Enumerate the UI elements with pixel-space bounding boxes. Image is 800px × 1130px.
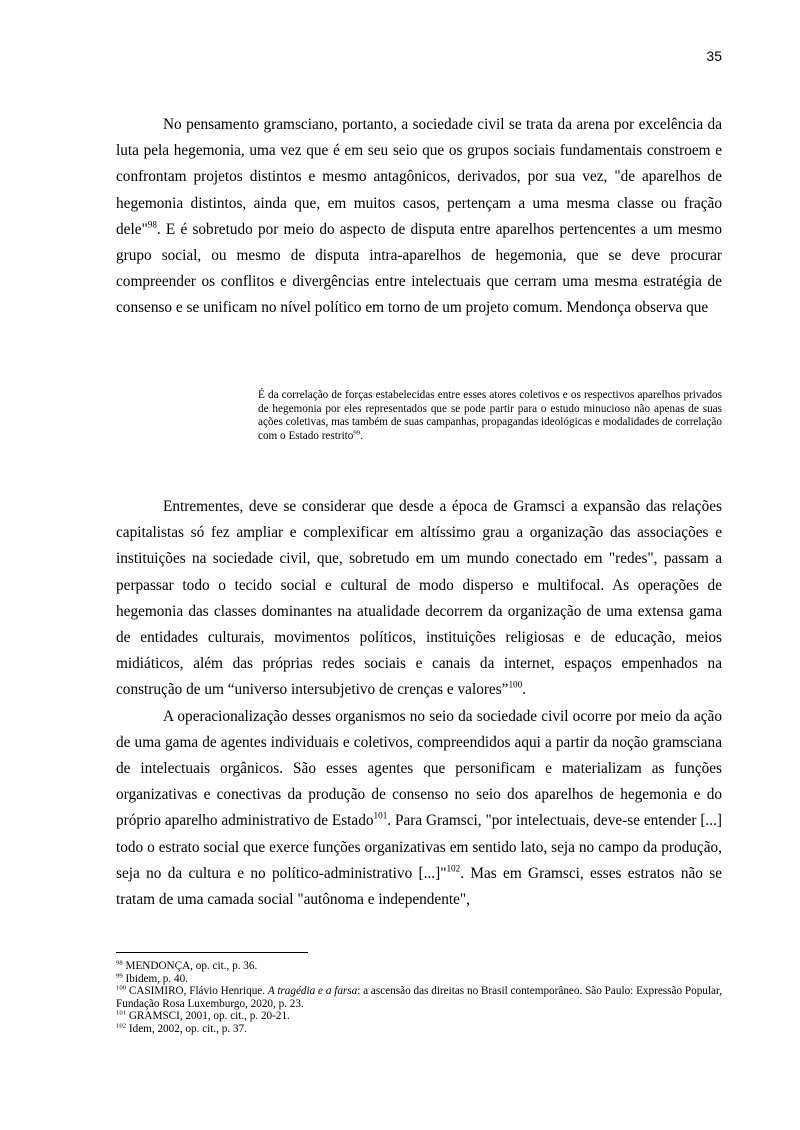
page-number: 35 bbox=[706, 48, 722, 64]
footnote-text: MENDONÇA, op. cit., p. 36. bbox=[125, 960, 258, 972]
footnote-ref-100[interactable]: 100 bbox=[508, 680, 523, 690]
paragraph-1 bbox=[116, 112, 722, 322]
block-quote bbox=[258, 389, 722, 443]
footnote-number: 99 bbox=[116, 971, 123, 979]
footnote-separator bbox=[116, 952, 308, 953]
block-quote-end: . bbox=[360, 429, 363, 442]
body-text-top bbox=[116, 112, 722, 322]
paragraph-2-text: Entrementes, deve se considerar que desde a época de Gramsci a expansão das relações capitalistas só fez ampliar e complexificar em altíssimo grau a organização das associações e instituições na sociedade civil, que, sobretudo em um mundo conectado em "redes", passam a perpassar todo o tecido social e cultural de modo disperso e multifocal. As operações de hegemonia das classes dominantes na atualidade decorrem da organização de uma extensa gama de entidades culturais, movimentos políticos, instituições religiosas e de educação, meios midiáticos, além das próprias redes sociais e canais da internet, espaços empenhados na construção de um “universo intersubjetivo de crenças e valores” bbox=[116, 498, 722, 699]
footnote-101 bbox=[116, 1010, 722, 1023]
footnote-book-title: A tragédia e a farsa bbox=[267, 985, 358, 998]
paragraph-1-text-after: . E é sobretudo por meio do aspecto de disputa entre aparelhos pertencentes a um mesmo grupo social, ou mesmo de disputa intra-aparelhos de hegemonia, que se deve procurar compreender os conflitos e divergências entre intelectuais que cerram uma mesma estratégia de consenso e se unificam no nível político em torno de um projeto comum. Mendonça observa que bbox=[116, 220, 722, 317]
footnote-98 bbox=[116, 960, 722, 973]
footnote-102 bbox=[116, 1023, 722, 1036]
footnote-number: 102 bbox=[116, 1022, 127, 1030]
paragraph-3-text-1: A operacionalização desses organismos no seio da sociedade civil ocorre por meio da ação de uma gama de agentes individuais e coletivos, compreendidos aqui a partir da noção gramsciana de intelectuais orgânicos. São esses agentes que personificam e materializam as funções organizativas e conectivas da produção de consenso no seio dos aparelhos de hegemonia e do próprio aparelho administrativo de Estado bbox=[116, 707, 722, 830]
footnote-100 bbox=[116, 985, 722, 1010]
footnote-number: 100 bbox=[116, 984, 127, 992]
footnote-ref-101[interactable]: 101 bbox=[373, 811, 388, 822]
footnote-text: Idem, 2002, op. cit., p. 37. bbox=[128, 1022, 247, 1035]
footnote-ref-98[interactable]: 98 bbox=[147, 219, 157, 230]
footnote-text: GRAMSCI, 2001, op. cit., p. 20-21. bbox=[128, 1010, 290, 1023]
paragraph-3-text-2: . Para Gramsci, "por intelectuais, deve-se entender [...] todo o estrato social que exerce funções organizativas em sentido lato, seja no campo da produção, seja no da cultura e no político-administrativo [...]" bbox=[116, 812, 722, 882]
footnote-ref-99[interactable]: 99 bbox=[353, 429, 361, 437]
footnote-text: CASIMIRO, Flávio Henrique. bbox=[128, 985, 268, 998]
footnote-99 bbox=[116, 973, 722, 986]
footnotes bbox=[116, 960, 722, 1036]
block-quote-text: É da correlação de forças estabelecidas entre esses atores coletivos e os respectivos aparelhos privados de hegemonia por eles representados que se pode partir para o estudo minucioso não apenas de suas ações coletivas, mas também de suas campanhas, propagandas ideológicas e modalidades de correlação com o Estado restrito bbox=[258, 389, 722, 442]
paragraph-2 bbox=[116, 494, 722, 704]
paragraph-3 bbox=[116, 704, 722, 914]
body-text-bottom bbox=[116, 494, 722, 913]
paragraph-2-end: . bbox=[522, 681, 527, 699]
footnote-text: Ibidem, p. 40. bbox=[125, 972, 188, 985]
footnote-ref-102[interactable]: 102 bbox=[446, 863, 461, 874]
paragraph-3-text-3: . Mas em Gramsci, esses estratos não se tratam de uma camada social "autônoma e independente", bbox=[116, 864, 722, 909]
footnote-text-after: : a ascensão das direitas no Brasil contemporâneo. São Paulo: Expressão Popular, Fundação Rosa Luxemburgo, 2020, p. 23. bbox=[116, 985, 723, 1010]
footnote-number: 98 bbox=[116, 959, 123, 967]
footnote-number: 101 bbox=[116, 1009, 127, 1017]
paragraph-1-text: No pensamento gramsciano, portanto, a sociedade civil se trata da arena por excelência da luta pela hegemonia, uma vez que é em seu seio que os grupos sociais fundamentais constroem e confrontam projetos distintos e mesmo antagônicos, derivados, por sua vez, "de aparelhos de hegemonia distintos, ainda que, em muitos casos, pertençam a uma mesma classe ou fração dele" bbox=[116, 116, 722, 238]
